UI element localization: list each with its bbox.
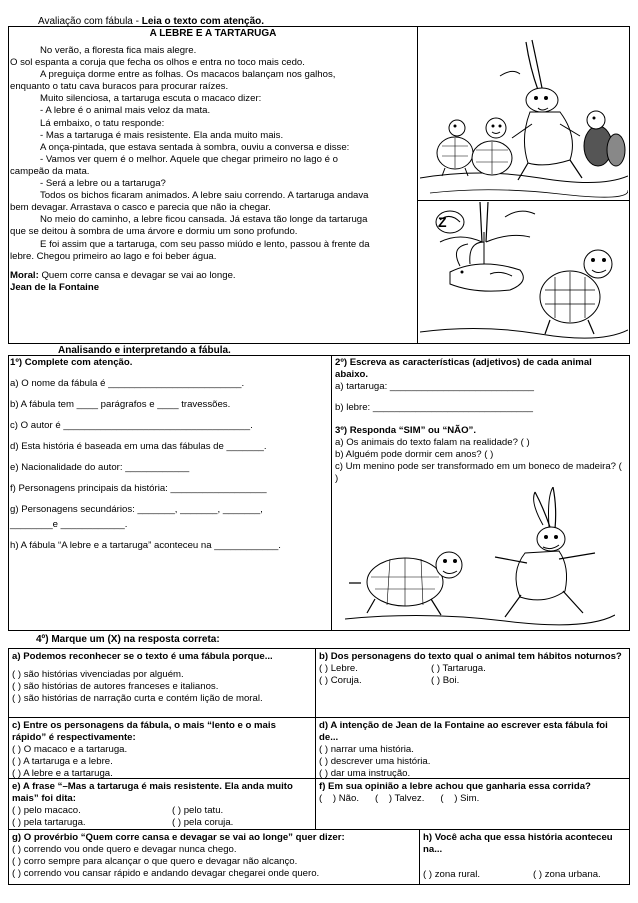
q4a-option-1: ( ) são histórias vivenciadas por alguém. <box>12 668 184 680</box>
story-line: - Vamos ver quem é o melhor. Aquele que chegar primeiro no lago é o <box>40 153 338 165</box>
q4a-option-3: ( ) são histórias de narração curta e contém lição de moral. <box>12 692 263 704</box>
section2-title: Analisando e interpretando a fábula. <box>58 345 231 356</box>
q3-item-b: b) Alguém pode dormir cem anos? ( ) <box>335 448 494 460</box>
q1-item-h: h) A fábula “A lebre e a tartaruga” aconteceu na ____________. <box>10 539 281 551</box>
q4h-option-2: ( ) zona urbana. <box>533 868 601 880</box>
q2-title: 2º) Escreva as características (adjetivos) de cada animal abaixo. <box>335 357 592 380</box>
q4b-question: b) Dos personagens do texto qual o animal tem hábitos noturnos? <box>319 651 622 662</box>
q4a-option-2: ( ) são histórias de autores franceses e italianos. <box>12 680 219 692</box>
q1-item-a: a) O nome da fábula é _________________________. <box>10 377 245 389</box>
q1-item-g: g) Personagens secundários: _______, _______, _______, <box>10 503 263 515</box>
story-title: A LEBRE E A TARTARUGA <box>149 28 277 39</box>
q4f-options: ( ) Não. ( ) Talvez. ( ) Sim. <box>319 792 480 804</box>
q4a-question: a) Podemos reconhecer se o texto é uma fábula porque... <box>12 651 273 662</box>
q4e-option-2: ( ) pelo tatu. <box>172 804 224 816</box>
q4g-cell <box>8 829 420 885</box>
q2-block <box>335 357 627 485</box>
story-line: que se deitou à sombra de uma árvore e dormiu um sono profundo. <box>10 226 298 238</box>
story-line: A onça-pintada, que estava sentada à sombra, ouviu a conversa e disse: <box>40 141 350 153</box>
story-line: No verão, a floresta fica mais alegre. <box>40 45 197 56</box>
story-line: - A lebre é o animal mais veloz da mata. <box>40 105 211 117</box>
q2-item-a: a) tartaruga: ___________________________ <box>335 380 534 392</box>
q4e-question: e) A frase “–Mas a tartaruga é mais resistente. Ela anda muito mais” foi dita: <box>12 781 293 804</box>
q4b-option-3: ( ) Coruja. <box>319 674 362 686</box>
q3-title: 3º) Responda “SIM” ou “NÃO”. <box>335 424 477 436</box>
story-divider <box>417 26 418 344</box>
q4f-cell <box>315 778 630 830</box>
q4e-cell <box>8 778 316 830</box>
q4h-cell <box>419 829 630 885</box>
q1-block <box>10 357 330 552</box>
q4e-option-4: ( ) pela coruja. <box>172 816 234 828</box>
q1-title: 1º) Complete com atenção. <box>10 357 133 368</box>
illustration-race <box>345 487 615 627</box>
q4e-options-row1 <box>12 805 312 817</box>
q4b-option-1: ( ) Lebre. <box>319 662 358 674</box>
story-line: Todos os bichos ficaram animados. A lebre saiu correndo. A tartaruga andava <box>40 190 369 202</box>
q1-item-c: c) O autor é ___________________________________. <box>10 419 253 431</box>
story-line: Muito silenciosa, a tartaruga escuta o macaco dizer: <box>40 93 262 105</box>
illustration-hare-sleeping <box>420 202 628 342</box>
q4c-option-2: ( ) A tartaruga e a lebre. <box>12 755 113 767</box>
q4c-option-1: ( ) O macaco e a tartaruga. <box>12 743 128 755</box>
story-line: Lá embaixo, o tatu responde: <box>40 117 165 129</box>
story-line: bem devagar. Arrastava o casco e parecia que não ia chegar. <box>10 202 271 214</box>
q4e-option-3: ( ) pela tartaruga. <box>12 816 86 828</box>
q4c-question: c) Entre os personagens da fábula, o mais “lento e o mais rápido” é respectivamente: <box>12 720 276 743</box>
story-author: Jean de la Fontaine <box>10 282 100 293</box>
q4g-option-1: ( ) correndo vou onde quero e devagar nunca chego. <box>12 843 237 855</box>
q4b-options-row1 <box>319 663 626 675</box>
q4g-option-3: ( ) correndo vou cansar rápido e andando devagar chegarei onde quero. <box>12 867 320 879</box>
q4h-question: h) Você acha que essa história aconteceu na... <box>423 832 613 855</box>
moral-label: Moral: <box>10 270 39 281</box>
q4d-question: d) A intenção de Jean de la Fontaine ao escrever esta fábula foi de... <box>319 720 608 743</box>
q4a-cell <box>8 648 316 718</box>
questions-divider <box>331 355 332 631</box>
q3-item-a: a) Os animais do texto falam na realidade? ( ) <box>335 436 530 448</box>
q1-item-f: f) Personagens principais da história: __________________ <box>10 482 267 494</box>
q1-item-b: b) A fábula tem ____ parágrafos e ____ travessões. <box>10 398 231 410</box>
story-line: No meio do caminho, a lebre ficou cansada. Já estava tão longe da tartaruga <box>40 214 368 226</box>
q4b-option-2: ( ) Tartaruga. <box>431 662 486 674</box>
q4b-options-row2 <box>319 675 626 687</box>
story-line: lebre. Chegou primeiro ao lago e foi beber água. <box>10 250 217 262</box>
q1-item-d: d) Esta história é baseada em uma das fábulas de _______. <box>10 440 267 452</box>
q1-item-e: e) Nacionalidade do autor: ____________ <box>10 461 190 473</box>
q4-title: 4º) Marque um (X) na resposta correta: <box>36 634 220 645</box>
q4c-option-3: ( ) A lebre e a tartaruga. <box>12 767 113 779</box>
header-instruction: Leia o texto com atenção. <box>141 16 265 27</box>
q4b-option-4: ( ) Boi. <box>431 674 460 686</box>
q4h-options <box>423 869 626 881</box>
q4c-cell <box>8 717 316 779</box>
moral-text: Quem corre cansa e devagar se vai ao longe. <box>38 270 236 281</box>
q4f-question: f) Em sua opinião a lebre achou que ganharia essa corrida? <box>319 781 591 792</box>
story-text <box>10 45 416 263</box>
q4d-option-3: ( ) dar uma instrução. <box>319 767 411 779</box>
q4h-option-1: ( ) zona rural. <box>423 868 481 880</box>
story-moral <box>10 270 236 282</box>
story-line: A preguiça dorme entre as folhas. Os macacos balançam nos galhos, <box>40 69 336 81</box>
q4d-cell <box>315 717 630 779</box>
story-line: campeão da mata. <box>10 165 90 177</box>
story-line: - Será a lebre ou a tartaruga? <box>40 178 166 190</box>
q4e-options-row2 <box>12 817 312 829</box>
story-line: - Mas a tartaruga é mais resistente. Ela anda muito mais. <box>40 129 284 141</box>
q4g-question: g) O provérbio “Quem corre cansa e devagar se vai ao longe” quer dizer: <box>12 832 345 843</box>
illustration-divider <box>418 200 630 201</box>
q3-item-c: c) Um menino pode ser transformado em um boneco de madeira? ( ) <box>335 460 622 484</box>
story-line: E foi assim que a tartaruga, com seu passo miúdo e lento, passou à frente da <box>40 238 370 250</box>
header-prefix: Avaliação com fábula - <box>38 16 142 27</box>
q1-item-g-cont: ________e ____________. <box>10 518 128 530</box>
q4b-cell <box>315 648 630 718</box>
svg-text:Z: Z <box>438 214 447 230</box>
q2-item-b: b) lebre: ______________________________ <box>335 401 533 413</box>
q4d-option-1: ( ) narrar uma história. <box>319 743 414 755</box>
q4g-option-2: ( ) corro sempre para alcançar o que quero e devagar não alcanço. <box>12 855 298 867</box>
q4e-option-1: ( ) pelo macaco. <box>12 804 81 816</box>
q4d-option-2: ( ) descrever uma história. <box>319 755 431 767</box>
story-line: O sol espanta a coruja que fecha os olhos e entra no toco mais cedo. <box>10 57 305 69</box>
illustration-race-start <box>420 28 628 200</box>
story-line: enquanto o tatu cava buracos para procurar raízes. <box>10 81 229 93</box>
